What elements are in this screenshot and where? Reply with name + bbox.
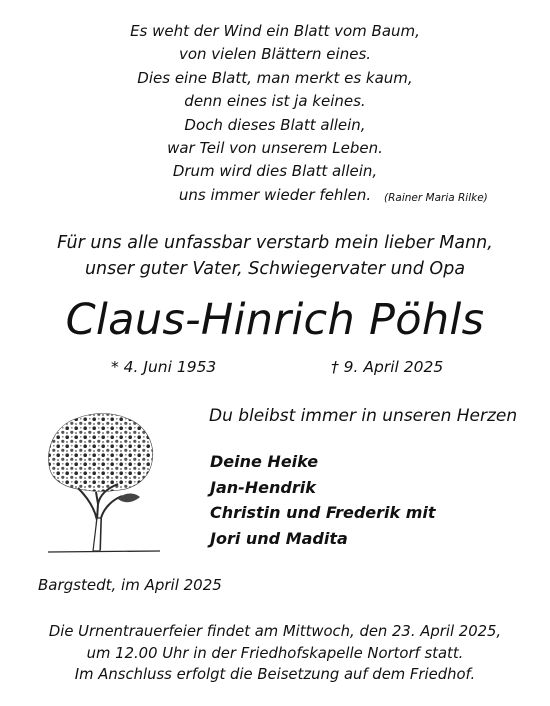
death-date: † 9. April 2025 [331,358,444,376]
intro-line: unser guter Vater, Schwiegervater und Opa [84,259,466,279]
motto: Du bleibst immer in unseren Herzen [209,406,518,426]
intro-text [0,230,550,282]
poem-line: Es weht der Wind ein Blatt vom Baum, [130,22,420,40]
place-date: Bargstedt, im April 2025 [38,576,222,594]
poem-line: war Teil von unserem Leben. [167,138,383,157]
poem-author: (Rainer Maria Rilke) [384,192,488,204]
poem-line: Doch dieses Blatt allein, [184,115,366,134]
family-member: Christin und Frederik mit [210,503,436,522]
tree-icon [38,408,168,558]
poem [0,20,550,207]
deceased-name: Claus-Hinrich Pöhls [65,295,485,345]
family-member: Jori und Madita [210,528,348,548]
poem-line: Dies eine Blatt, man merkt es kaum, [137,68,413,87]
poem-line: Drum wird dies Blatt allein, [172,162,378,181]
funeral-info [0,621,550,686]
funeral-info-line: Im Anschluss erfolgt die Beisetzung auf dem Friedhof. [74,666,476,683]
family-member: Deine Heike [210,452,319,471]
funeral-info-line: Die Urnentrauerfeier findet am Mittwoch, den 23. April 2025, [48,623,502,640]
family-signatures [210,449,436,551]
family-member: Jan-Hendrik [210,477,316,497]
poem-line: uns immer wieder fehlen. [178,185,372,204]
birth-date: * 4. Juni 1953 [111,358,217,376]
funeral-info-line: um 12.00 Uhr in der Friedhofskapelle Nortorf statt. [86,644,464,662]
poem-line: denn eines ist ja keines. [184,92,366,111]
intro-line: Für uns alle unfassbar verstarb mein lieber Mann, [57,233,493,253]
poem-line: von vielen Blättern eines. [178,45,372,64]
